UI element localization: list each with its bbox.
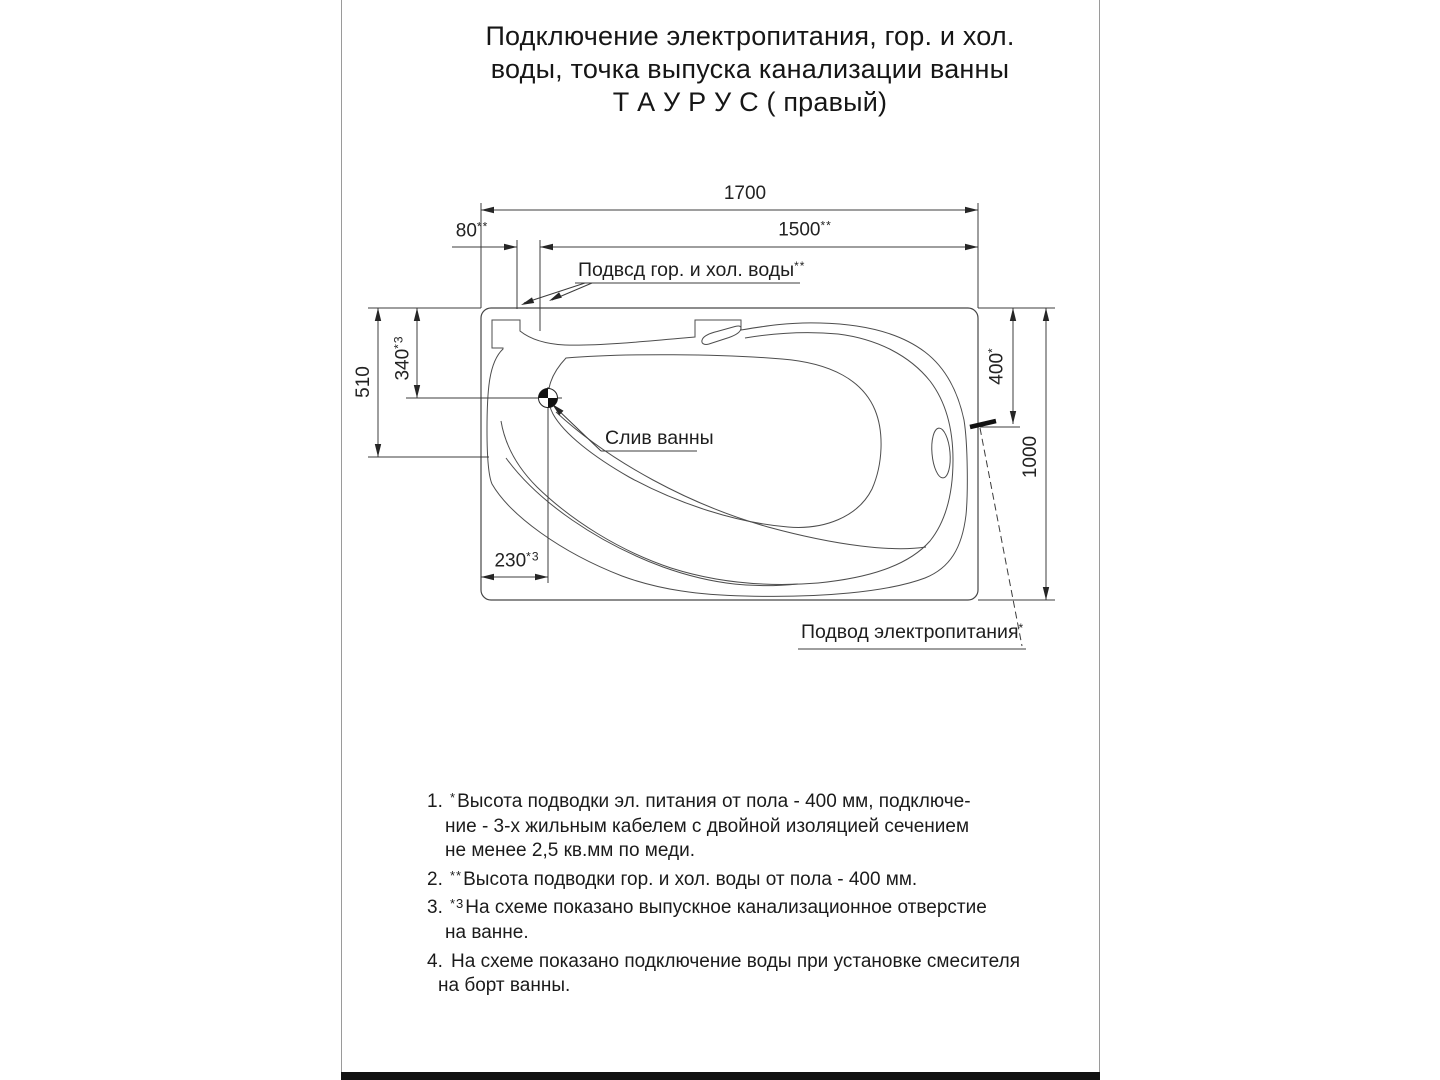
tub-seat-edge-2: [506, 458, 798, 586]
tub-outer-rim: [487, 320, 967, 596]
note-3-line-2: на ванне.: [445, 921, 529, 943]
bathtub-outline: [487, 320, 967, 596]
dim-power-top: 400*: [985, 347, 1008, 385]
note-1-line-1: 1. *Высота подводки эл. питания от пола - 400 мм, подключе-: [427, 790, 971, 812]
drain-symbol: [539, 389, 558, 408]
dim-total-width: 1700: [723, 183, 767, 204]
power-supply-label: Подвод электропитания*: [801, 621, 1025, 643]
tub-basin: [548, 355, 881, 528]
note-3-line-1: 3. $^{*3}$На схеме показано выпускное канализационное отверстие: [427, 896, 987, 919]
power-connection-mark: [970, 421, 996, 427]
note-2-line-1: 2. **Высота подводки гор. и хол. воды от пола - 400 мм.: [427, 867, 918, 890]
notes-block: [427, 786, 1020, 999]
title-line-2: воды, точка выпуска канализации ванны: [490, 54, 1010, 84]
installation-envelope: [481, 308, 978, 600]
tub-jet-detail: [930, 427, 952, 478]
dim-left-offset: 80**: [455, 219, 489, 242]
water-supply-label: Подвсд гор. и хол. воды**: [578, 259, 806, 281]
tub-inner-rim: [501, 333, 953, 585]
dim-drain-top: 340$^{*3}$: [391, 335, 414, 381]
dim-right-height: 1000: [1020, 435, 1041, 479]
tub-overflow-slot: [702, 326, 741, 344]
dim-left-height: 510: [353, 366, 374, 398]
note-1-line-2: ние - 3-х жильным кабелем с двойной изоляцией сечением: [445, 815, 970, 837]
title-line-1: Подключение электропитания, гор. и хол.: [485, 21, 1015, 51]
dim-inner-width: 1500**: [778, 218, 832, 241]
note-4-line-2: на борт ванны.: [438, 975, 571, 997]
note-4-line-1: 4. На схеме показано подключение воды при установке смесителя: [427, 950, 1020, 972]
drain-label: Слив ванны: [605, 427, 714, 449]
note-1-line-3: не менее 2,5 кв.мм по меди.: [445, 840, 695, 862]
dim-drain-left: 230$^{*3}$: [494, 549, 540, 572]
title-line-3: Т А У Р У С ( правый): [612, 87, 888, 117]
